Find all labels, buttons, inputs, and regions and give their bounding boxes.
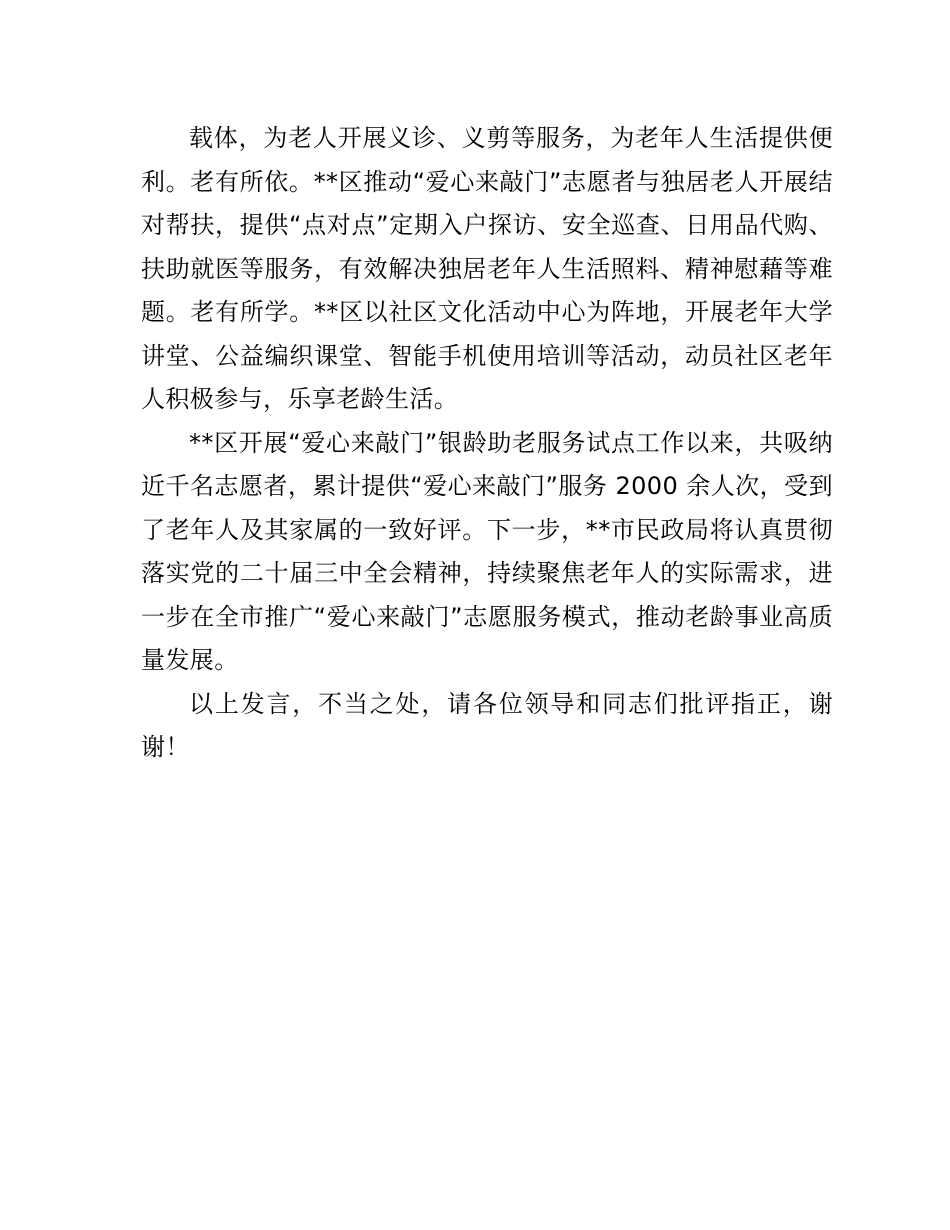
paragraph-closing-remarks: 以上发言，不当之处，请各位领导和同志们批评指正，谢谢！ — [141, 689, 833, 761]
document-body — [141, 117, 833, 770]
paragraph-elderly-services: 载体，为老人开展义诊、义剪等服务，为老年人生活提供便利。老有所依。**区推动“爱心来敲门”志愿者与独居老人开展结对帮扶，提供“点对点”定期入户探访、安全巡查、日用品代购、扶助就医等服务，有效解决独居老年人生活照料、精神慰藉等难题。老有所学。**区以社区文化活动中心为阵地，开展老年大学讲堂、公益编织课堂、智能手机使用培训等活动，动员社区老年人积极参与，乐享老龄生活。 — [141, 124, 833, 413]
paragraph-pilot-results: **区开展“爱心来敲门”银龄助老服务试点工作以来，共吸纳近千名志愿者，累计提供“爱心来敲门”服务 2000 余人次，受到了老年人及其家属的一致好评。下一步，**市民政局将认真贯彻落实党的二十届三中全会精神，持续聚焦老年人的实际需求，进一步在全市推广“爱心来敲门”志愿服务模式，推动老龄事业高质量发展。 — [141, 428, 833, 674]
